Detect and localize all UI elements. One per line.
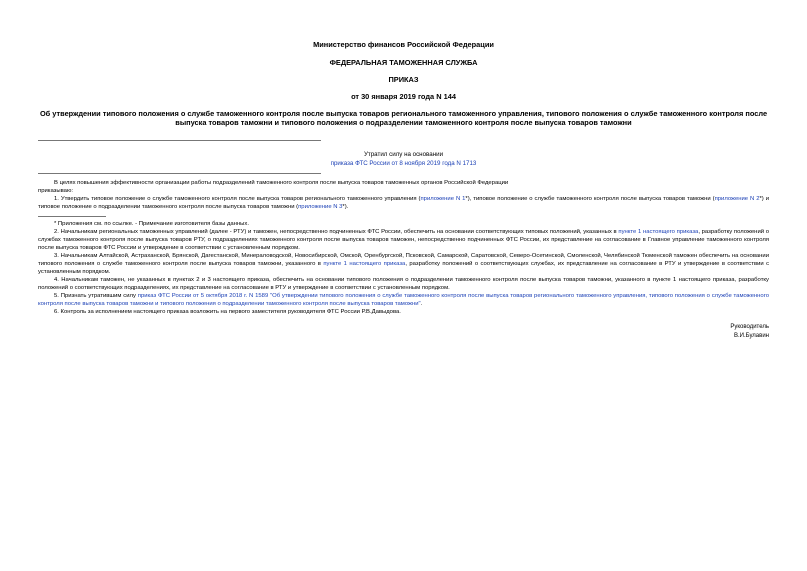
ministry-heading: Министерство финансов Российской Федерации	[313, 40, 494, 49]
clause-1-link[interactable]: пункте 1 настоящего приказа	[618, 229, 699, 235]
status-note	[38, 150, 769, 168]
document-body	[38, 179, 769, 316]
service-heading: ФЕДЕРАЛЬНАЯ ТАМОЖЕННАЯ СЛУЖБА	[329, 58, 478, 67]
paragraph-1: 1. Утвердить типовое положение о службе таможенного контроля после выпуска товаров регионального таможенного управления (приложение N 1*), типовое положение о службе таможенного контроля после выпуска товаров таможни (приложение N 2*) и типовое положение о подразделении таможенного контроля после выпуска товаров таможни (приложение N 3*).	[38, 196, 769, 210]
appendix-2-link[interactable]: приложение N 2	[714, 196, 760, 202]
date-number-heading: от 30 января 2019 года N 144	[351, 92, 456, 101]
preamble-order: приказываю:	[38, 188, 74, 194]
paragraph-6: 6. Контроль за исполнением настоящего приказа возложить на первого заместителя руководителя ФТС России Р.В.Давыдова.	[54, 309, 401, 315]
paragraph-2: 2. Начальникам региональных таможенных управлений (далее - РТУ) и таможен, непосредственно подчиненных ФТС России, обеспечить на основании соответствующих типовых положений, указанных в пункте 1 настоящего приказа, разработку положений о службах таможенного контроля после выпуска товаров РТУ, о подразделениях таможенного контроля после выпуска товаров таможен, непосредственно подчиненных ФТС России, их представление на согласование в Главное управление таможенного контроля после выпуска товаров ФТС России и утверждение в соответствии с установленным порядком.	[38, 229, 770, 251]
signature-block	[38, 323, 769, 341]
appendix-1-link[interactable]: приложение N 1	[420, 196, 466, 202]
preamble-text: В целях повышения эффективности организации работы подразделений таможенного контроля после выпуска товаров таможенных органов Российской Федерации	[54, 180, 509, 186]
paragraph-4: 4. Начальникам таможен, не указанных в пунктах 2 и 3 настоящего приказа, обеспечить на основании типового положения о подразделении таможенного контроля после выпуска товаров таможни, указанного в пункте 1 настоящего приказа, разработку положений о соответствующих подразделениях, их представление на согласование в РТУ и утверждение в соответствии с установленным порядком.	[38, 277, 769, 291]
paragraph-3: 3. Начальникам Алтайской, Астраханской, Брянской, Дагестанской, Минераловодской, Новосибирской, Омской, Оренбургской, Псковской, Самарской, Саратовской, Северо-Осетинской, Смоленской, Челябинской Тюменской таможен обеспечить на основании типового положения о службе таможенного контроля после выпуска товаров таможни, указанного в пункте 1 настоящего приказа, разработку положений о соответствующих службах, их представление на согласование в РТУ и утверждение в соответствии с установленным порядком.	[38, 253, 770, 275]
status-text: Утратил силу на основании	[363, 151, 444, 158]
status-link[interactable]: приказа ФТС России от 8 ноября 2019 года N 1713	[330, 160, 477, 167]
divider	[38, 140, 321, 141]
signer-name: В.И.Булавин	[733, 333, 769, 339]
paragraph-5: 5. Признать утратившим силу приказ ФТС России от 5 октября 2018 г. N 1589 "Об утверждении типового положения о службе таможенного контроля после выпуска товаров регионального таможенного управления, типового положения о службе таможенного контроля после выпуска товаров таможни и типового положения о подразделении таможенного контроля после выпуска товаров таможни".	[38, 293, 770, 307]
clause-1-link[interactable]: пункте 1 настоящего приказа	[323, 261, 406, 267]
footnote: * Приложения см. по ссылке. - Примечание изготовителя базы данных.	[54, 221, 249, 227]
repealed-order-link[interactable]: приказ ФТС России от 5 октября 2018 г. N 1589 "Об утверждении типового положения о службе таможенного контроля после выпуска товаров регионального таможенного управления, типового положения о службе таможенного контроля после выпуска товаров таможни и типового положения о подразделении таможенного контроля после выпуска товаров таможни"	[38, 293, 770, 307]
document-page	[38, 0, 769, 341]
footnote-divider	[38, 216, 106, 217]
appendix-3-link[interactable]: приложение N 3	[298, 204, 343, 210]
doc-type-heading: ПРИКАЗ	[388, 75, 419, 84]
signer-role: Руководитель	[730, 324, 769, 330]
document-title: Об утверждении типового положения о службе таможенного контроля после выпуска товаров регионального таможенного управления, типового положения о службе таможенного контроля после выпуска товаров таможни и типового положения о подразделении таможенного контроля после выпуска товаров таможни	[39, 109, 768, 127]
divider	[38, 173, 321, 174]
